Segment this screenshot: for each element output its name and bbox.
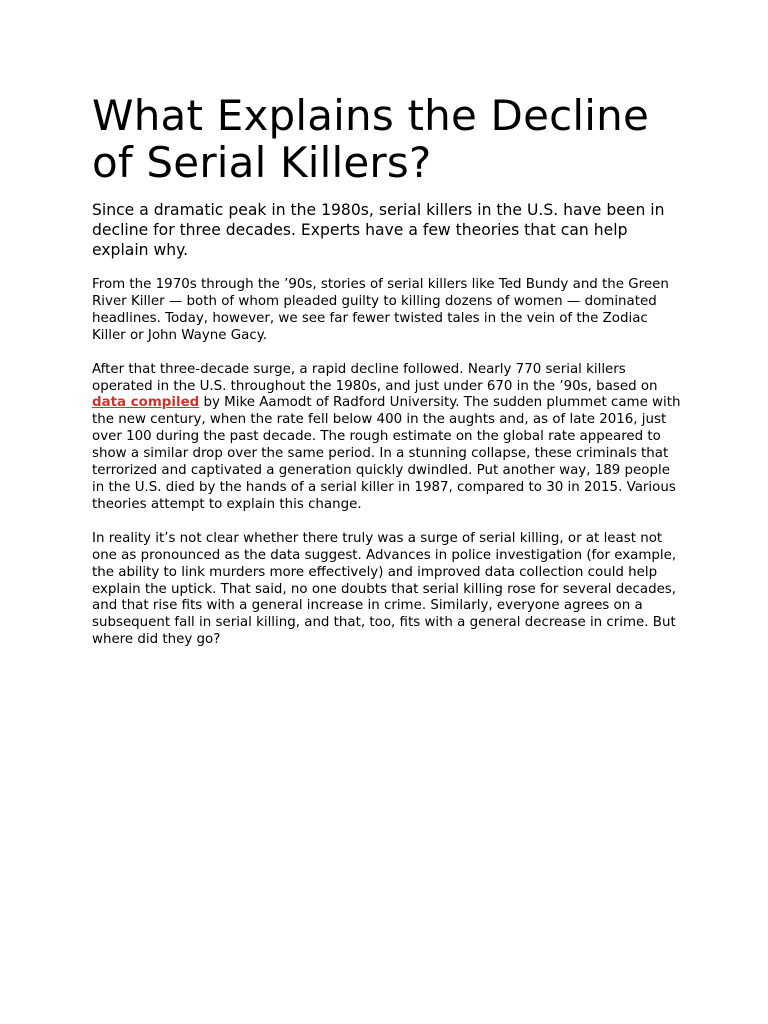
paragraph-2 [92, 362, 682, 514]
paragraph-2-text-after: by Mike Aamodt of Radford University. The sudden plummet came with the new century, when the rate fell below 400 in the aughts and, as of late 2016, just over 100 during the past decade. The rough estimate on the global rate appeared to show a similar drop over the same period. In a stunning collapse, these criminals that terrorized and captivated a generation quickly dwindled. Put another way, 189 people in the U.S. died by the hands of a serial killer in 1987, compared to 30 in 2015. Various theories attempt to explain this change. [92, 395, 681, 512]
article-title: What Explains the Decline of Serial Killers? [92, 91, 650, 187]
document-page [92, 92, 682, 666]
data-compiled-link[interactable]: data compiled [92, 395, 200, 411]
paragraph-3: In reality it’s not clear whether there truly was a surge of serial killing, or at least not one as pronounced as the data suggest. Advances in police investigation (for example, the ability to link murders more effectively) and improved data collection could help explain the uptick. That said, no one doubts that serial killing rose for several decades, and that rise fits with a general increase in crime. Similarly, everyone agrees on a subsequent fall in serial killing, and that, too, fits with a general decrease in crime. But where did they go? [92, 530, 677, 648]
paragraph-2-text-before: After that three-decade surge, a rapid decline followed. Nearly 770 serial killers operated in the U.S. throughout the 1980s, and just under 670 in the ’90s, based on [92, 361, 658, 394]
article-dek: Since a dramatic peak in the 1980s, serial killers in the U.S. have been in decline for three decades. Experts have a few theories that can help explain why. [92, 201, 665, 259]
paragraph-1: From the 1970s through the ’90s, stories of serial killers like Ted Bundy and the Green River Killer — both of whom pleaded guilty to killing dozens of women — dominated headlines. Today, however, we see far fewer twisted tales in the vein of the Zodiac Killer or John Wayne Gacy. [92, 277, 669, 343]
